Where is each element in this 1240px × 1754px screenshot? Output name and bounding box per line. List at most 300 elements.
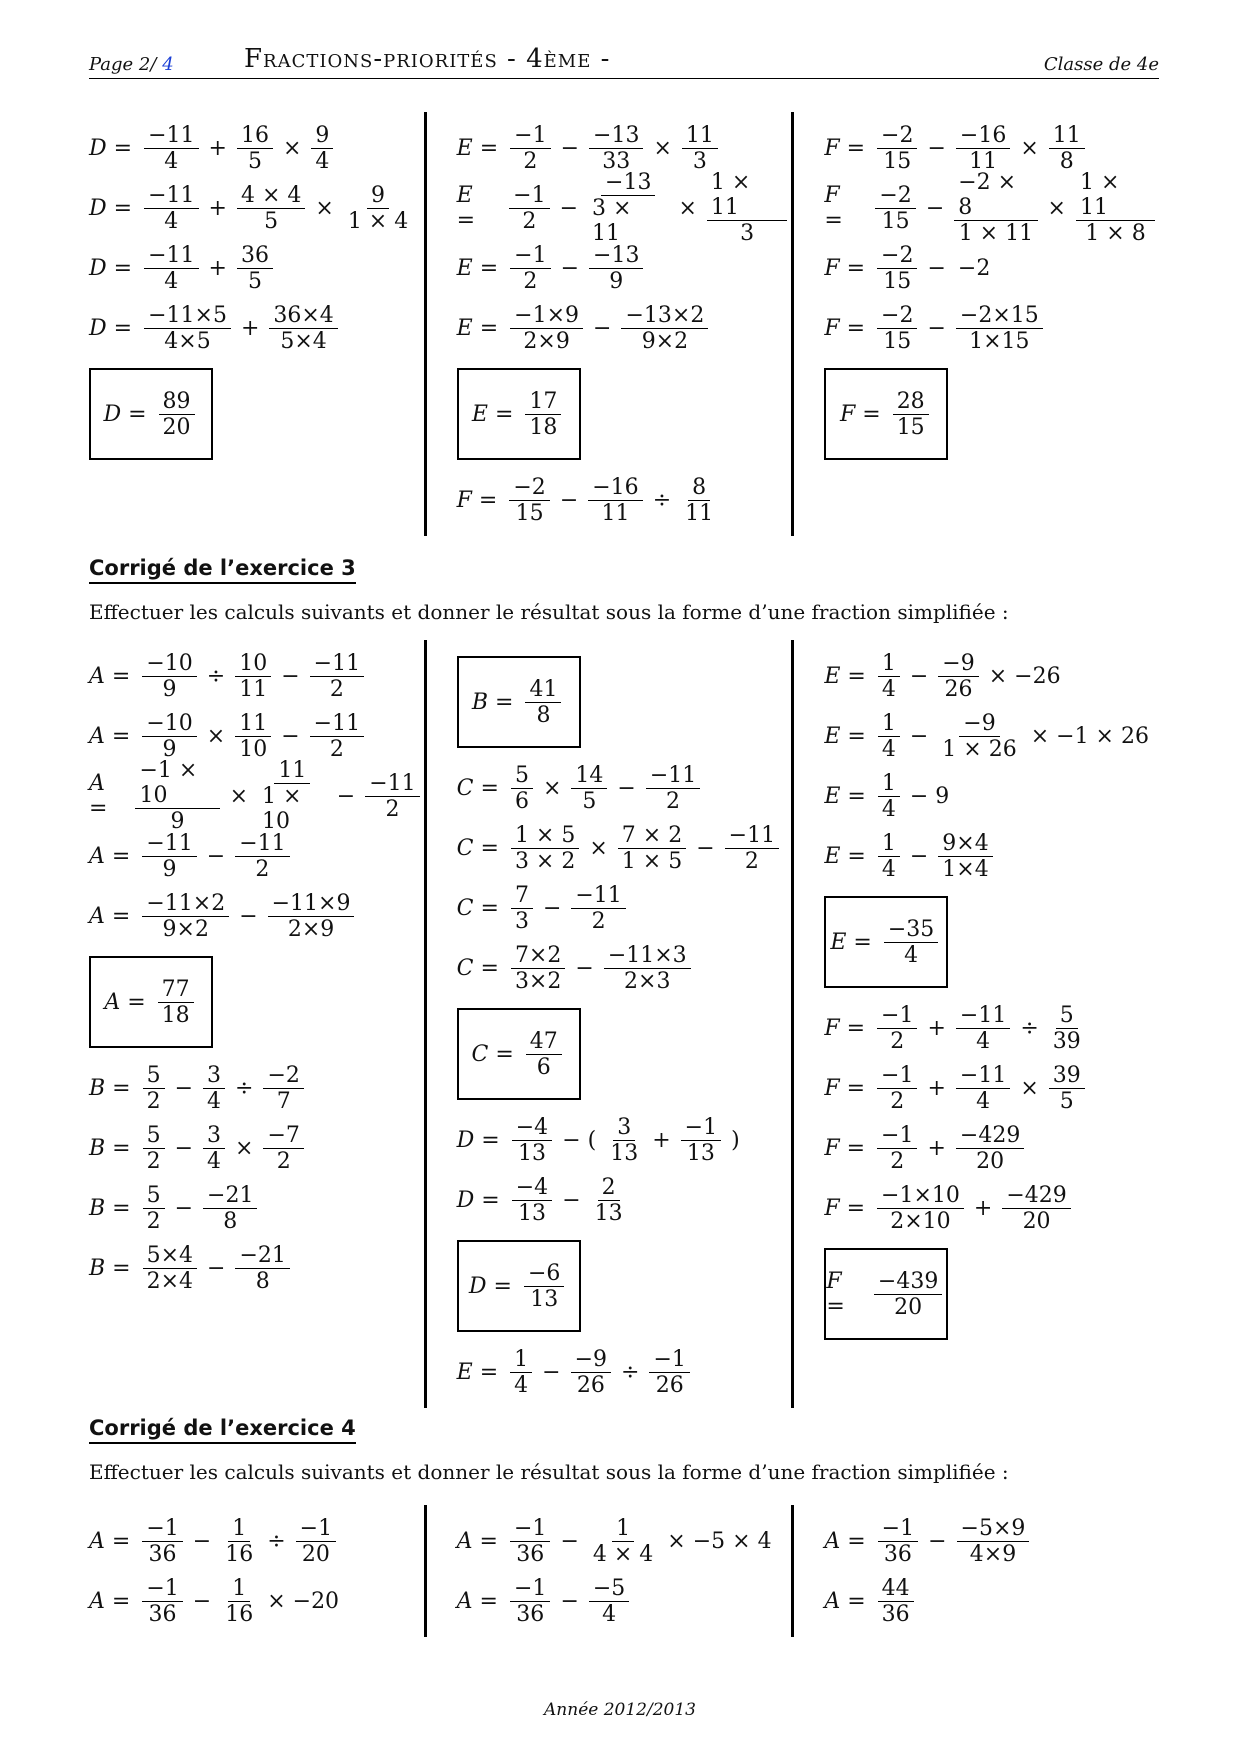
operator: − (928, 1528, 947, 1554)
numerator: −1 (877, 1003, 917, 1029)
variable-label: E = (824, 723, 866, 749)
denominator: 20 (976, 1148, 1005, 1174)
numerator: −11 (571, 883, 625, 909)
operator: + (652, 1127, 671, 1153)
denominator: 33 (602, 148, 631, 174)
operator: × (235, 1135, 254, 1161)
section-title-ex3: Corrigé de l’exercice 3 (89, 556, 356, 584)
variable-label: E = (471, 401, 514, 427)
fraction (938, 651, 978, 702)
operator: − (559, 195, 579, 221)
numerator: −11 (235, 831, 289, 857)
fraction (589, 1516, 657, 1567)
fraction (512, 1175, 552, 1226)
denominator: 1 × 26 (942, 736, 1017, 762)
fraction (646, 763, 700, 814)
denominator: 36 (883, 1541, 912, 1567)
denominator: 4 (881, 736, 896, 762)
denominator: 1×15 (969, 328, 1030, 354)
numerator: −10 (142, 651, 196, 677)
operator: − (909, 663, 929, 689)
operator: × (589, 835, 608, 861)
fraction (269, 303, 337, 354)
numerator: 14 (571, 763, 607, 789)
numerator: −11 (144, 243, 198, 269)
numerator: −2 (877, 303, 917, 329)
operator: × (1047, 195, 1066, 221)
denominator: 2×9 (523, 328, 570, 354)
operator: − (239, 903, 258, 929)
denominator: 5×4 (280, 328, 327, 354)
denominator: 11 (601, 500, 630, 526)
operator: + (240, 315, 260, 341)
fraction (877, 1183, 964, 1234)
numerator: 5 (143, 1183, 165, 1209)
fraction (681, 475, 717, 526)
equation-line (824, 1178, 1159, 1238)
operator: × −26 (988, 663, 1061, 689)
operator: − (927, 135, 946, 161)
denominator: 9 (609, 268, 624, 294)
numerator: 41 (525, 677, 561, 703)
operator: × (229, 783, 249, 809)
boxed-result (89, 368, 213, 460)
numerator: −11 (646, 763, 700, 789)
operator: − (336, 783, 356, 809)
boxed-result (824, 1248, 948, 1340)
equation-line (89, 298, 424, 358)
fraction (310, 651, 364, 702)
fraction (268, 891, 355, 942)
fraction (144, 183, 198, 234)
numerator: −1 (142, 1516, 182, 1542)
denominator: 4 (904, 942, 919, 968)
operator: − (281, 723, 300, 749)
numerator: −2 (509, 475, 549, 501)
denominator: 4 (881, 856, 896, 882)
operator: − (174, 1135, 194, 1161)
numerator: 2 (598, 1175, 620, 1201)
numerator: −4 (512, 1115, 552, 1141)
variable-label: D = (89, 255, 133, 281)
equation-line (457, 470, 792, 530)
numerator: 3 (203, 1123, 225, 1149)
exercise-4-solutions (89, 1505, 1159, 1637)
denominator: 4×9 (969, 1541, 1017, 1567)
equation-line (89, 886, 424, 946)
fraction (203, 1063, 225, 1114)
fraction (725, 823, 779, 874)
denominator: 5 (582, 788, 597, 814)
denominator: 20 (301, 1541, 330, 1567)
numerator: −9 (571, 1347, 611, 1373)
fraction (877, 1123, 917, 1174)
denominator: 2 (591, 908, 606, 934)
fraction (877, 1003, 917, 1054)
fraction (878, 771, 900, 822)
numerator: 47 (526, 1029, 562, 1055)
denominator: 13 (517, 1140, 546, 1166)
document-title: Fractions-priorités - 4ème - (244, 44, 611, 74)
equation-line (457, 818, 792, 878)
equation-line (457, 878, 792, 938)
fraction (884, 917, 938, 968)
fraction (877, 123, 917, 174)
fraction (878, 831, 900, 882)
variable-label: A = (89, 1588, 131, 1614)
denominator: 4 (976, 1028, 991, 1054)
numerator: −35 (884, 917, 938, 943)
fraction (511, 823, 579, 874)
numerator: −1 (649, 1347, 689, 1373)
fraction (956, 123, 1010, 174)
operator: − (207, 1255, 226, 1281)
fraction (877, 1063, 917, 1114)
equation-line (89, 178, 424, 238)
numerator: 11 (682, 123, 718, 149)
numerator: −11 (956, 1003, 1010, 1029)
equation-line (457, 938, 792, 998)
numerator: −11×3 (604, 943, 691, 969)
fraction (1002, 1183, 1070, 1234)
variable-label: B = (89, 1195, 131, 1221)
fraction (203, 1123, 225, 1174)
equation-line (89, 1238, 424, 1298)
equation-line (824, 1058, 1159, 1118)
fraction (509, 183, 549, 234)
equation-line (89, 1058, 424, 1118)
page-header (89, 44, 1159, 79)
variable-label: C = (456, 895, 499, 921)
variable-label: D = (468, 1273, 512, 1299)
numerator: −1×10 (877, 1183, 964, 1209)
denominator: 15 (883, 148, 912, 174)
fraction (144, 243, 198, 294)
numerator: −1 (877, 1063, 917, 1089)
denominator: 4 (207, 1088, 222, 1114)
fraction (875, 183, 915, 234)
fraction (956, 1063, 1010, 1114)
fraction (878, 1516, 918, 1567)
numerator: 5×4 (143, 1243, 197, 1269)
fraction (589, 1576, 629, 1627)
fraction (571, 1347, 611, 1398)
operator: − (560, 1528, 579, 1554)
fraction (512, 1115, 552, 1166)
operator: − (559, 487, 579, 513)
fraction (310, 711, 364, 762)
variable-label: E = (456, 183, 476, 233)
fraction (235, 1243, 289, 1294)
variable-label: D = (89, 135, 133, 161)
denominator: 1 × 5 (621, 848, 683, 874)
operator: − (617, 775, 636, 801)
fraction (878, 1576, 914, 1627)
fraction (263, 1123, 303, 1174)
fraction (365, 771, 419, 822)
denominator: 9 (162, 676, 177, 702)
numerator: −1 (509, 183, 549, 209)
fraction (511, 763, 533, 814)
fraction (258, 758, 327, 834)
denominator: 13 (610, 1140, 639, 1166)
fraction (144, 123, 198, 174)
fraction (877, 243, 917, 294)
fraction (588, 475, 642, 526)
equation-line (89, 646, 424, 706)
numerator: −16 (588, 475, 642, 501)
equation-line (457, 238, 792, 298)
denominator: 36 (881, 1601, 910, 1627)
numerator: −1 (878, 1516, 918, 1542)
denominator: 16 (225, 1541, 254, 1567)
variable-label: A = (456, 1588, 498, 1614)
fraction (135, 758, 219, 834)
denominator: 2 (890, 1028, 905, 1054)
fraction (142, 891, 229, 942)
numerator: 7 (511, 883, 533, 909)
numerator: −13×2 (621, 303, 708, 329)
fraction (525, 677, 561, 728)
section-intro-ex4: Effectuer les calculs suivants et donner le résultat sous la forme d’une fraction simplifiée : (89, 1460, 1009, 1484)
numerator: 44 (878, 1576, 914, 1602)
denominator: 2 (522, 208, 537, 234)
denominator: 4 (207, 1148, 222, 1174)
denominator: 2 (146, 1088, 161, 1114)
equation-line (824, 766, 1159, 826)
operator: −2 (957, 255, 991, 281)
variable-label: F = (824, 1075, 866, 1101)
class-label: Classe de 4e (1043, 54, 1159, 75)
numerator: −429 (956, 1123, 1024, 1149)
denominator: 2 (744, 848, 759, 874)
operator: − (174, 1075, 194, 1101)
equation-line (824, 118, 1159, 178)
denominator: 20 (162, 414, 191, 440)
denominator: 3 (692, 148, 707, 174)
boxed-result (824, 896, 948, 988)
fraction (235, 711, 271, 762)
operator: × (315, 195, 334, 221)
denominator: 11 (685, 500, 714, 526)
numerator: 1 × 5 (511, 823, 579, 849)
equation-line (457, 758, 792, 818)
operator: − (174, 1195, 194, 1221)
denominator: 1 × 10 (262, 784, 302, 834)
operator: − (560, 1588, 579, 1614)
operator: − (925, 195, 945, 221)
operator: ÷ (267, 1528, 286, 1554)
operator: − (575, 955, 594, 981)
fraction (938, 711, 1020, 762)
numerator: −2×15 (956, 303, 1043, 329)
fraction (1076, 170, 1155, 246)
operator: + (208, 255, 227, 281)
equation-line (457, 118, 792, 178)
numerator: −9 (938, 651, 978, 677)
fraction (311, 123, 333, 174)
numerator: 1 (228, 1516, 250, 1542)
numerator: 11 (274, 758, 310, 784)
variable-label: A = (824, 1528, 866, 1554)
numerator: −11 (956, 1063, 1010, 1089)
equation-line (457, 1571, 792, 1631)
fraction (203, 1183, 257, 1234)
fraction (1049, 1063, 1085, 1114)
fraction (606, 1115, 642, 1166)
operator: − (909, 723, 929, 749)
fraction (235, 831, 289, 882)
denominator: 13 (530, 1286, 559, 1312)
numerator: −1 × 10 (135, 758, 219, 809)
numerator: −21 (235, 1243, 289, 1269)
equation-line (824, 1511, 1159, 1571)
solution-column (427, 640, 795, 1408)
fraction (956, 303, 1043, 354)
denominator: 9 (170, 809, 185, 834)
numerator: 10 (235, 651, 271, 677)
solution-column (794, 112, 1159, 536)
equation-line (456, 170, 792, 246)
operator: + (208, 135, 227, 161)
operator: − 9 (909, 783, 950, 809)
fraction (237, 123, 273, 174)
numerator: 5 (143, 1063, 165, 1089)
variable-label: C = (456, 955, 499, 981)
fraction (954, 170, 1037, 246)
operator: + (208, 195, 227, 221)
operator: ÷ (235, 1075, 254, 1101)
fraction (296, 1516, 336, 1567)
variable-label: F = (826, 1269, 845, 1319)
equation-line (457, 298, 792, 358)
denominator: 20 (894, 1294, 923, 1320)
fraction (591, 1175, 627, 1226)
variable-label: F = (824, 315, 866, 341)
fraction (588, 170, 668, 246)
operator: × (206, 723, 226, 749)
denominator: 3 × 2 (514, 848, 576, 874)
denominator: 5 (264, 208, 279, 234)
equation-line (89, 826, 424, 886)
fraction (938, 831, 992, 882)
denominator: 2×4 (146, 1268, 194, 1294)
page-total-link[interactable]: 4 (162, 54, 174, 75)
numerator: 77 (158, 977, 194, 1003)
numerator: −2 (875, 183, 915, 209)
numerator: 1 (612, 1516, 634, 1542)
numerator: 1 (878, 771, 900, 797)
numerator: 9×4 (938, 831, 992, 857)
fraction (681, 1115, 721, 1166)
numerator: 36 (237, 243, 273, 269)
numerator: 8 (688, 475, 710, 501)
operator: ÷ (621, 1359, 640, 1385)
denominator: 13 (686, 1140, 715, 1166)
numerator: −11×5 (144, 303, 231, 329)
denominator: 11 (239, 676, 268, 702)
operator: − (560, 135, 580, 161)
numerator: 89 (159, 389, 195, 415)
numerator: 5 (511, 763, 533, 789)
boxed-result (457, 1240, 581, 1332)
fraction (143, 1183, 165, 1234)
variable-label: A = (89, 663, 131, 689)
operator: ÷ (652, 487, 672, 513)
fraction (571, 763, 607, 814)
numerator: −11 (310, 711, 364, 737)
fraction (511, 943, 565, 994)
denominator: 36 (148, 1541, 177, 1567)
denominator: 4 (976, 1088, 991, 1114)
denominator: 2 (255, 856, 270, 882)
variable-label: F = (456, 487, 498, 513)
denominator: 20 (1022, 1208, 1051, 1234)
fraction (159, 389, 195, 440)
denominator: 4 (881, 676, 896, 702)
denominator: 4 (164, 208, 179, 234)
numerator: −1×9 (510, 303, 583, 329)
fraction (237, 243, 273, 294)
denominator: 4×5 (164, 328, 211, 354)
operator: ) (731, 1127, 740, 1153)
denominator: 9×2 (641, 328, 689, 354)
operator: − (206, 843, 226, 869)
numerator: −4 (512, 1175, 552, 1201)
variable-label: A = (89, 1528, 131, 1554)
numerator: −5×9 (957, 1516, 1030, 1542)
variable-label: A = (89, 843, 131, 869)
operator: ÷ (206, 663, 226, 689)
fraction (618, 823, 686, 874)
solution-column (427, 1505, 795, 1637)
fraction (957, 1516, 1030, 1567)
numerator: −1 (510, 1516, 550, 1542)
fraction (1049, 1003, 1085, 1054)
denominator: 36 (148, 1601, 177, 1627)
exercise-2-solutions (89, 112, 1159, 536)
denominator: 1×4 (942, 856, 989, 882)
denominator: 2×10 (890, 1208, 951, 1234)
solution-column (794, 640, 1159, 1408)
equation-line (89, 706, 424, 766)
numerator: −429 (1002, 1183, 1070, 1209)
numerator: −439 (874, 1269, 942, 1295)
operator: − (927, 255, 946, 281)
fraction (235, 651, 271, 702)
denominator: 8 (536, 702, 551, 728)
denominator: 4 (315, 148, 330, 174)
denominator: 3 × 11 (592, 196, 632, 246)
denominator: 4 (164, 148, 179, 174)
denominator: 8 (223, 1208, 238, 1234)
denominator: 18 (529, 414, 558, 440)
fraction (510, 1516, 550, 1567)
fraction (877, 303, 917, 354)
denominator: 2×3 (624, 968, 671, 994)
numerator: 36×4 (269, 303, 337, 329)
variable-label: A = (89, 771, 108, 821)
numerator: −21 (203, 1183, 257, 1209)
fraction (263, 1063, 303, 1114)
denominator: 13 (517, 1200, 546, 1226)
numerator: −16 (956, 123, 1010, 149)
equation-line (824, 170, 1159, 246)
variable-label: E = (830, 929, 872, 955)
fraction (142, 1516, 182, 1567)
numerator: −11 (144, 183, 198, 209)
equation-line (824, 826, 1159, 886)
